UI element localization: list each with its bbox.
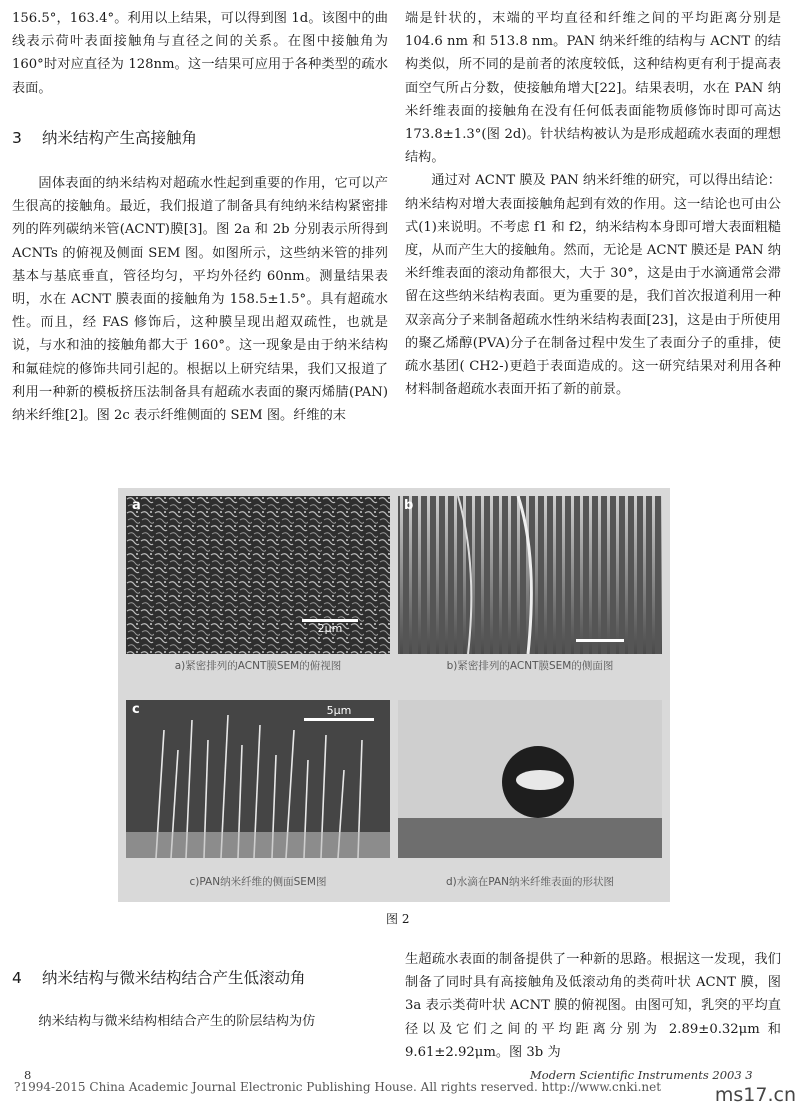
journal-footer: Modern Scientific Instruments 2003 3	[530, 1068, 753, 1082]
left-column-body	[12, 172, 388, 427]
paragraph: 生超疏水表面的制备提供了一种新的思路。根据这一发现，我们制备了同时具有高接触角及低滚动角的类荷叶状 ACNT 膜，图 3a 表示类荷叶状 ACNT 膜的俯视图。由图可知，乳突的平均直径以及它们之间的平均距离分别为 2.89±0.32μm 和 9.61±2.92μm。图 3b 为	[405, 952, 781, 1060]
section-number: 3	[12, 129, 22, 147]
water-droplet-icon	[398, 700, 662, 858]
panel-label: a	[132, 498, 141, 513]
section-heading	[12, 126, 197, 148]
panel-label: b	[404, 498, 414, 513]
right-column	[405, 7, 781, 401]
section-title: 纳米结构产生高接触角	[42, 129, 198, 147]
paragraph: 固体表面的纳米结构对超疏水性起到重要的作用，它可以产生很高的接触角。最近，我们报道了制备具有纯纳米结构紧密排列的阵列碳纳米管(ACNT)膜[3]。图 2a 和 2b 分别表示所得到 ACNTs 的俯视及侧面 SEM 图。如图所示，这些纳米管的排列基本与基底垂直，管径均匀，平均外径约 60nm。测量结果表明，水在 ACNT 膜表面的接触角为 158.5±1.5°。具有超疏水性。而且，经 FAS 修饰后，这种膜呈现出超双疏性，也就是说，与水和油的接触角都大于 160°。这一现象是由于纳米结构和氟硅烷的修饰共同引起的。根据以上研究结果，我们又报道了利用一种新的模板挤压法制备具有超疏水表面的聚丙烯腈(PAN)纳米纤维[2]。图 2c 表示纤维侧面的 SEM 图。纤维的末	[12, 176, 388, 424]
right-column-section4	[405, 948, 781, 1064]
left-column-section4	[12, 1010, 388, 1033]
page-number: 8	[24, 1068, 32, 1082]
paragraph: 端是针状的，末端的平均直径和纤维之间的平均距离分别是 104.6 nm 和 513.8 nm。PAN 纳米纤维的结构与 ACNT 的结构类似，所不同的是前者的浓度较低，这种结构更有利于提高表面空气所占分数，使接触角增大[22]。结果表明，水在 PAN 纳米纤维表面的接触角在没有任何低表面能物质修饰时即可高达 173.8±1.3°(图 2d)。针状结构被认为是形成超疏水表面的理想结构。	[405, 11, 781, 166]
paragraph: 156.5°，163.4°。利用以上结果，可以得到图 1d。该图中的曲线表示荷叶表面接触角与直径之间的关系。在图中接触角为 160°时对应直径为 128nm。这一结果可应用于各种类型的疏水表面。	[12, 11, 388, 96]
panel-caption: b)紧密排列的ACNT膜SEM的侧面图	[446, 660, 614, 672]
section-number: 4	[12, 969, 22, 987]
sem-image-a	[126, 496, 390, 654]
sem-image-b	[398, 496, 662, 654]
scale-bar: 2μm	[302, 618, 358, 635]
section-title: 纳米结构与微米结构结合产生低滚动角	[42, 969, 306, 987]
panel-caption: c)PAN纳米纤维的侧面SEM图	[189, 876, 327, 888]
panel-caption: a)紧密排列的ACNT膜SEM的俯视图	[174, 660, 342, 672]
figure-2	[118, 488, 670, 902]
scale-bar	[576, 638, 624, 642]
figure-title: 图 2	[386, 912, 410, 926]
panel-label: c	[132, 702, 140, 717]
left-column	[12, 7, 388, 100]
sem-fibers-icon	[398, 496, 662, 654]
copyright-notice: ?1994-2015 China Academic Journal Electronic Publishing House. All rights reserved. http://www.cnki.net	[14, 1080, 662, 1094]
panel-caption: d)水滴在PAN纳米纤维表面的形状图	[446, 876, 614, 888]
sem-nanofibers-icon	[126, 700, 390, 858]
sem-image-c	[126, 700, 390, 858]
paragraph: 纳米结构与微米结构相结合产生的阶层结构为仿	[38, 1014, 316, 1029]
paragraph: 通过对 ACNT 膜及 PAN 纳米纤维的研究，可以得出结论：纳米结构对增大表面接触角起到有效的作用。这一结论也可由公式(1)来说明。不考虑 f1 和 f2，纳米结构本身即可增大表面粗糙度，从而产生大的接触角。然而，无论是 ACNT 膜还是 PAN 纳米纤维表面的滚动角都很大，大于 30°，这是由于水滴通常会滞留在这些纳米结构表面。更为重要的是，我们首次报道利用一种双亲高分子来制备超疏水性纳米结构表面[23]，这是由于所使用的聚乙烯醇(PVA)分子在制备过程中发生了表面分子的重排，使疏水基团( CH2-)更趋于表面造成的。这一研究结果对利用各种材料制备超疏水表面开拓了新的前景。	[405, 173, 781, 398]
droplet-image-d	[398, 700, 662, 858]
section-heading	[12, 966, 306, 988]
scale-bar: 5μm	[304, 704, 374, 721]
watermark: ms17.cn	[714, 1084, 796, 1106]
